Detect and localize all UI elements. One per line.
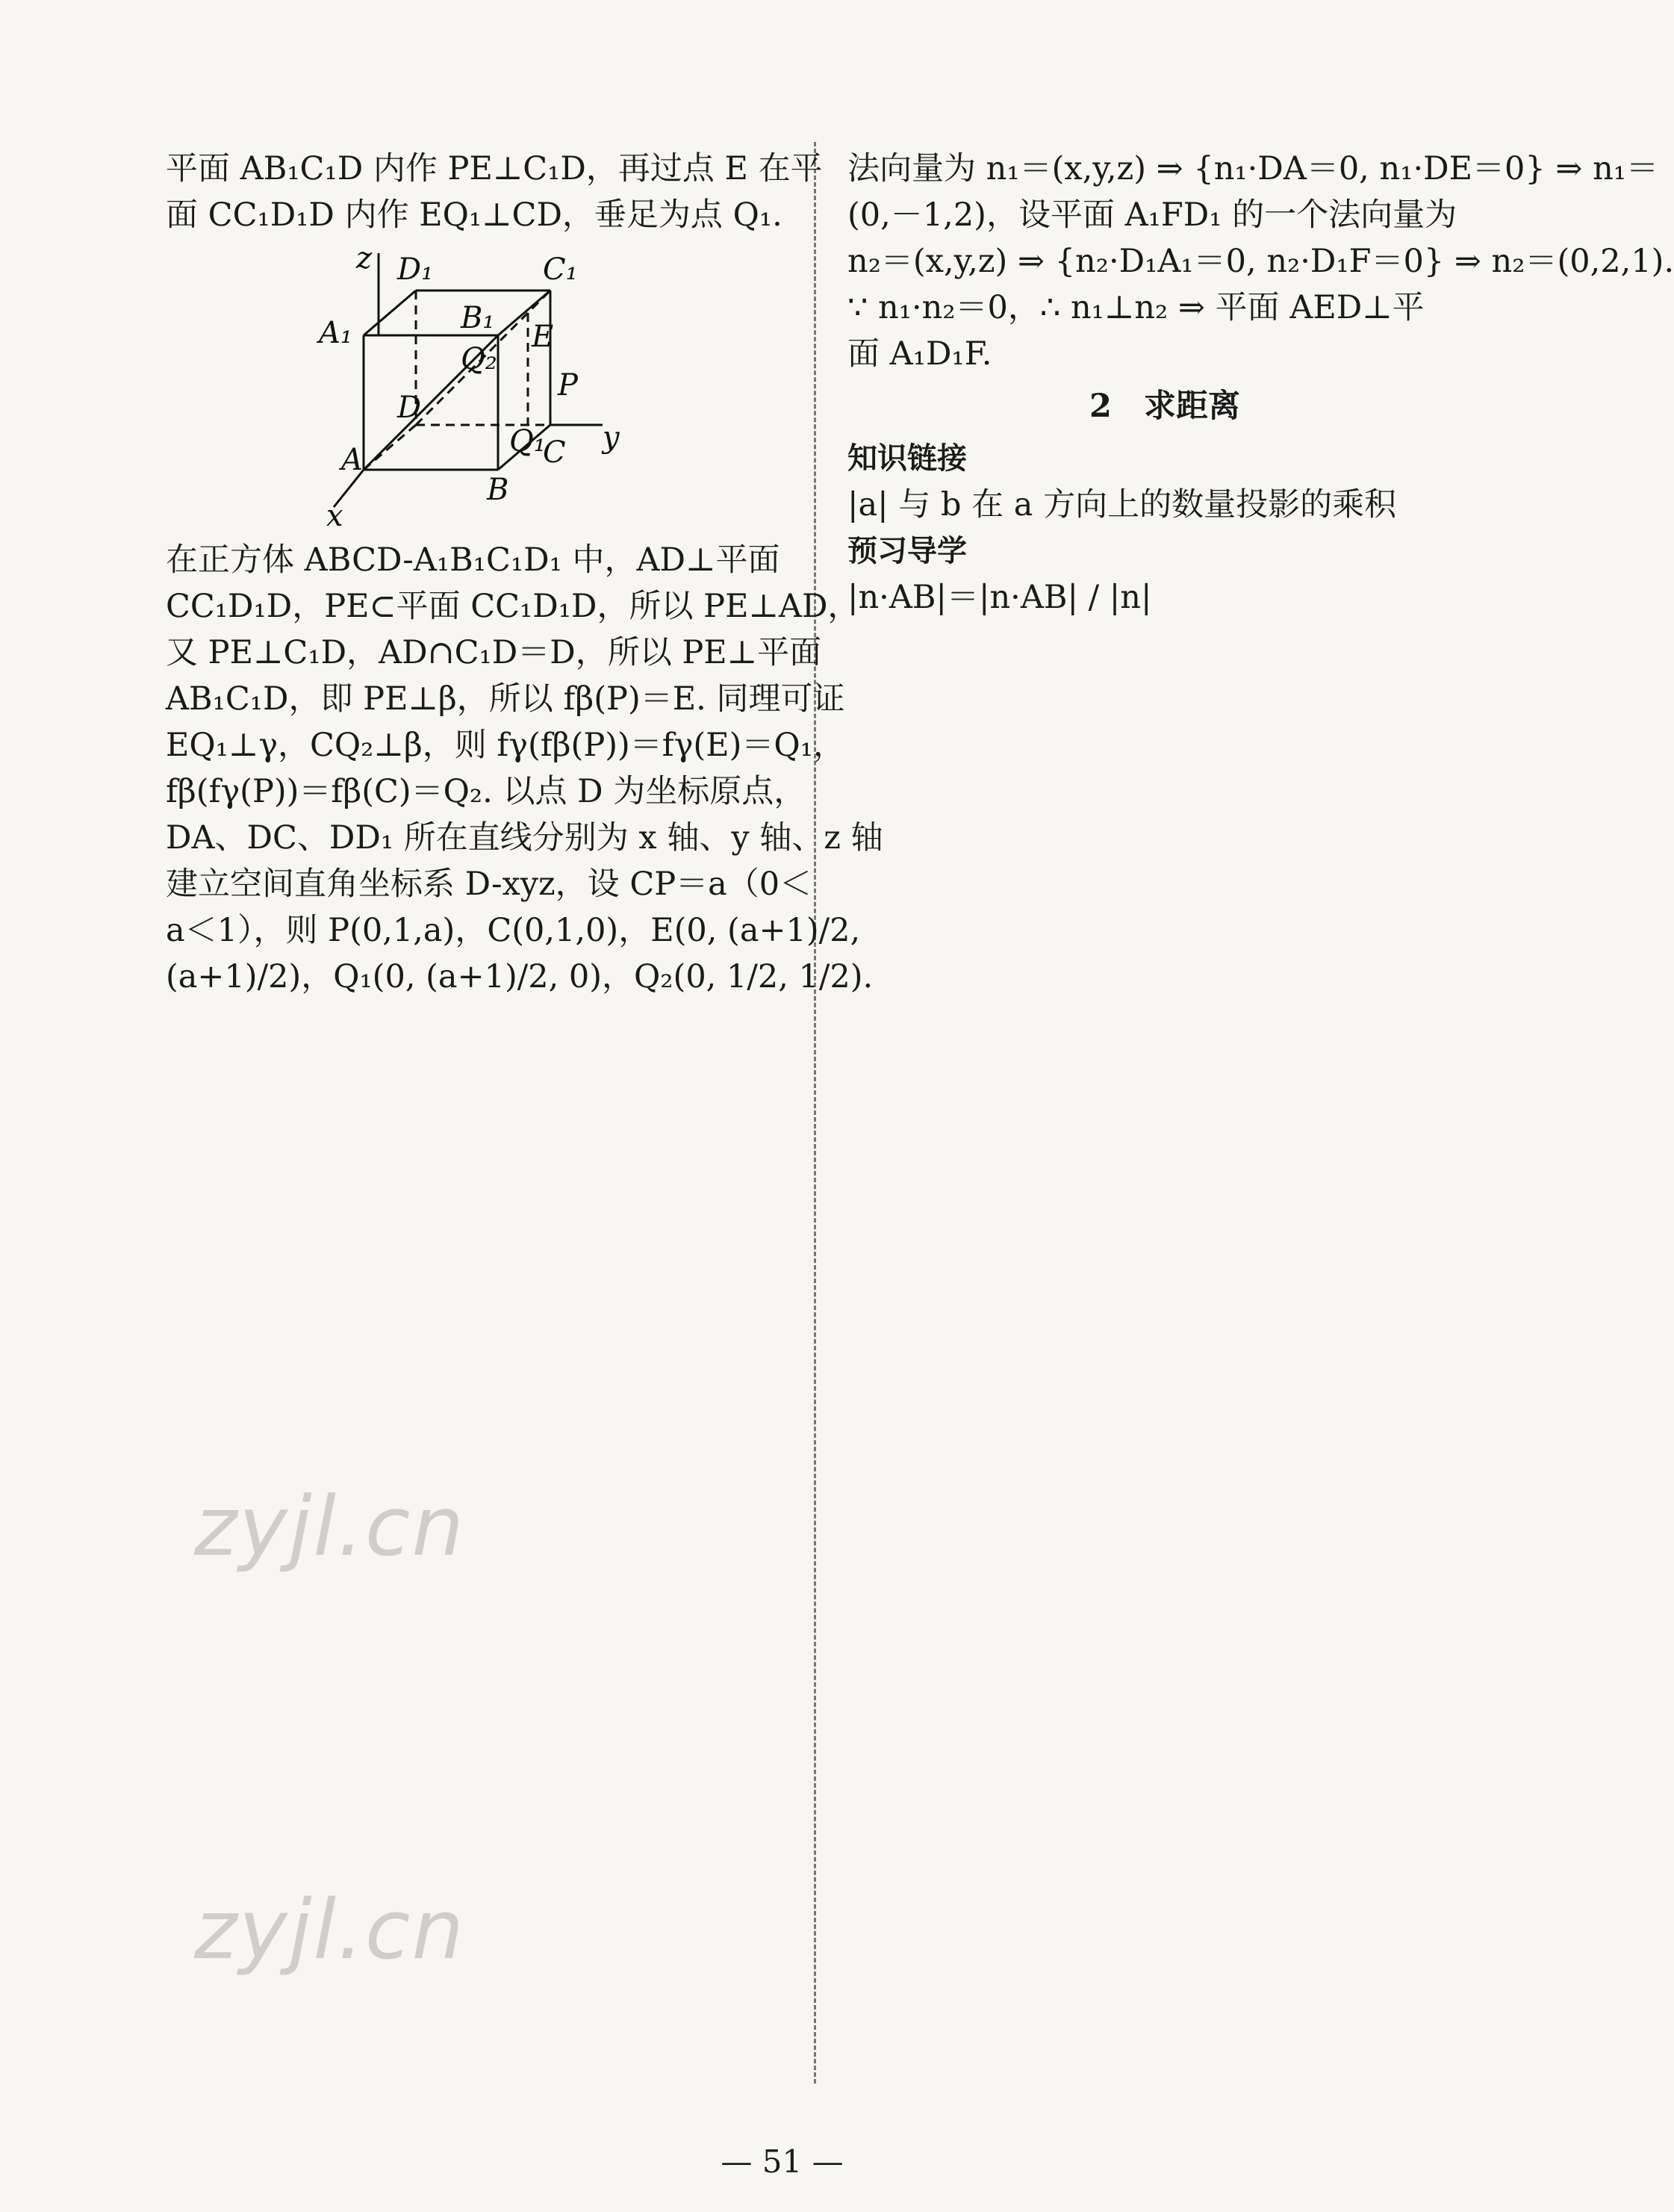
section-title: 2 求距离	[1089, 388, 1240, 425]
preview-formula: |n·AB|＝|n·AB| / |n|	[847, 579, 1152, 616]
text-line: DA、DC、DD₁ 所在直线分别为 x 轴、y 轴、z 轴	[166, 819, 883, 857]
text-line: a＜1），则 P(0,1,a)，C(0,1,0)，E(0, (a+1)/2,	[166, 912, 861, 949]
fig1-label: B	[487, 473, 509, 507]
knowledge-heading: 知识链接	[847, 441, 967, 476]
watermark: zyjl.cn	[194, 1479, 466, 1574]
text-line: 面 A₁D₁F.	[847, 335, 992, 373]
fig1-label: Q₂	[461, 342, 497, 376]
watermark: zyjl.cn	[194, 1882, 466, 1978]
text-line: 面 CC₁D₁D 内作 EQ₁⊥CD，垂足为点 Q₁.	[166, 196, 782, 234]
fig1-label: C	[543, 435, 566, 470]
text-line: fβ(fγ(P))＝fβ(C)＝Q₂. 以点 D 为坐标原点，	[166, 773, 806, 810]
text-line: ∵ n₁·n₂＝0，∴ n₁⊥n₂ ⇒ 平面 AED⊥平	[847, 289, 1425, 326]
right-column	[847, 146, 1674, 621]
fig1-label: z	[356, 241, 373, 276]
fig1-label: A₁	[319, 316, 352, 350]
text-line: AB₁C₁D，即 PE⊥β，所以 fβ(P)＝E. 同理可证	[166, 680, 845, 718]
fig1-label: y	[603, 420, 620, 455]
knowledge-text: |a| 与 b 在 a 方向上的数量投影的乘积	[847, 486, 1397, 524]
text-line: CC₁D₁D，PE⊂平面 CC₁D₁D，所以 PE⊥AD，	[166, 588, 860, 625]
fig1-label: E	[532, 320, 554, 354]
fig1-label: A	[341, 443, 363, 477]
fig1-label: D	[397, 391, 422, 425]
cube-figure-1	[319, 241, 632, 533]
text-line: (a+1)/2)，Q₁(0, (a+1)/2, 0)，Q₂(0, 1/2, 1/2).	[166, 958, 874, 995]
column-divider	[814, 142, 816, 2084]
text-line: 法向量为 n₁＝(x,y,z) ⇒ {n₁·DA＝0, n₁·DE＝0} ⇒ n₁＝	[847, 150, 1659, 187]
text-line: 平面 AB₁C₁D 内作 PE⊥C₁D，再过点 E 在平	[166, 150, 823, 187]
fig1-label: D₁	[397, 252, 434, 287]
text-line: (0,－1,2)，设平面 A₁FD₁ 的一个法向量为	[847, 196, 1457, 234]
preview-heading: 预习导学	[847, 534, 967, 568]
fig1-label: P	[558, 368, 578, 403]
fig1-label: B₁	[461, 301, 495, 335]
text-line: 又 PE⊥C₁D，AD∩C₁D＝D，所以 PE⊥平面	[166, 634, 822, 671]
text-line: 在正方体 ABCD-A₁B₁C₁D₁ 中，AD⊥平面	[166, 541, 780, 579]
fig1-label: C₁	[543, 252, 578, 287]
left-column	[166, 146, 883, 1000]
text-line: n₂＝(x,y,z) ⇒ {n₂·D₁A₁＝0, n₂·D₁F＝0} ⇒ n₂＝(0,2,1).	[847, 243, 1674, 280]
fig1-label: Q₁	[509, 424, 546, 459]
text-line: 建立空间直角坐标系 D-xyz，设 CP＝a（0＜	[166, 866, 812, 903]
page-number: — 51 —	[721, 2143, 844, 2180]
text-line: EQ₁⊥γ，CQ₂⊥β，则 fγ(fβ(P))＝fγ(E)＝Q₁，	[166, 727, 845, 764]
fig1-label: x	[326, 499, 343, 533]
